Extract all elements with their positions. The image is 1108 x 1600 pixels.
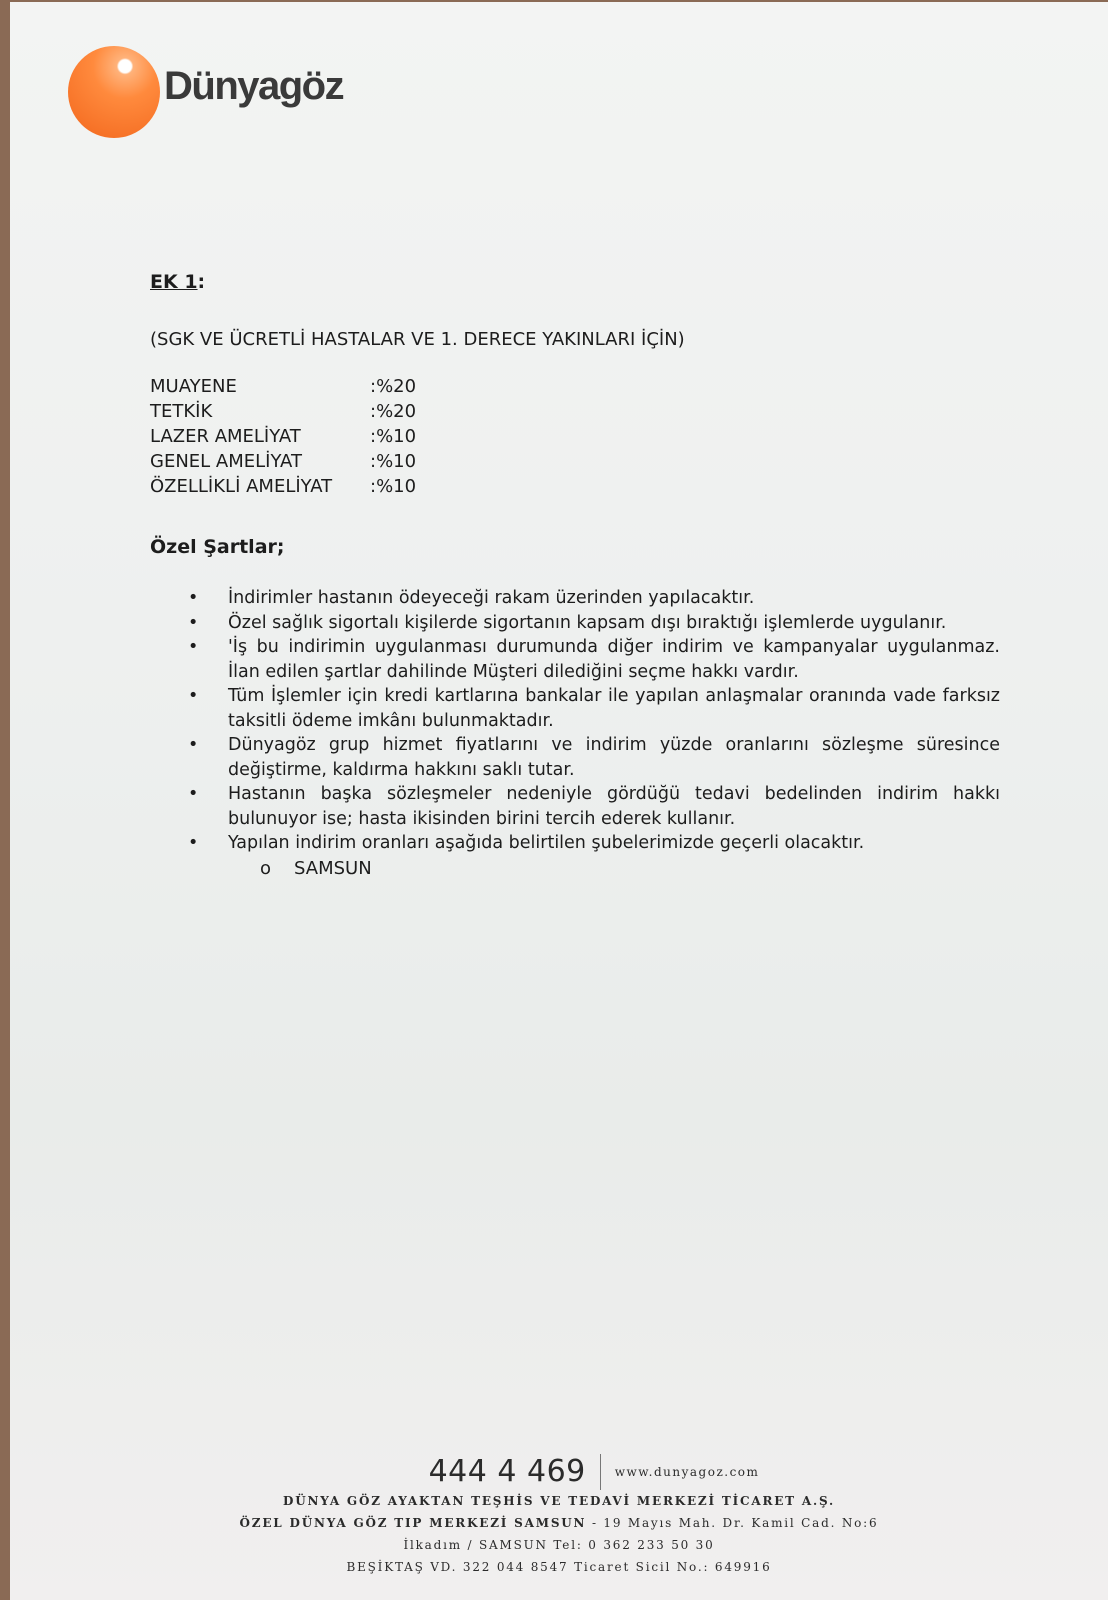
annex-title-suffix: : [197,271,206,293]
rate-value: :%10 [370,451,417,472]
condition-text: Yapılan indirim oranları aşağıda belirtilen şubelerimizde geçerli olacaktır. [228,833,865,853]
website: www.dunyagoz.com [614,1465,760,1479]
phone-number: 444 4 469 [429,1454,601,1490]
document-page [10,2,1108,1600]
rate-name: GENEL AMELİYAT [150,451,302,472]
rate-value: :%10 [370,426,417,447]
condition-text: İndirimler hastanın ödeyeceği rakam üzerinden yapılacaktır. [228,588,755,608]
circle-bullet-icon: o [260,857,272,879]
branch-address-line [10,1512,1108,1534]
tax-registry: BEŞİKTAŞ VD. 322 044 8547 Ticaret Sicil No.: 649916 [346,1560,772,1574]
bullet-icon: • [188,612,199,633]
condition-text: Özel sağlık sigortalı kişilerde sigortanın kapsam dışı bıraktığı işlemlerde uygulanır. [228,612,947,633]
logo-text: Dünyagöz [164,64,344,108]
condition-text: Dünyagöz grup hizmet fiyatlarını ve indirim yüzde oranlarını sözleşme süresince değiştirme, kaldırma hakkını saklı tutar. [228,735,1000,780]
bullet-icon: • [188,686,199,706]
scope-line: (SGK VE ÜCRETLİ HASTALAR VE 1. DERECE YAKINLARI İÇİN) [150,329,685,350]
bullet-icon: • [188,637,199,657]
rate-name: TETKİK [150,401,213,422]
rate-value: :%20 [370,401,417,422]
company-name: DÜNYA GÖZ AYAKTAN TEŞHİS VE TEDAVİ MERKEZİ TİCARET A.Ş. [282,1494,835,1508]
rate-row [150,424,416,449]
list-item [150,733,1000,782]
address-line-1: - 19 Mayıs Mah. Dr. Kamil Cad. No:6 [586,1516,879,1530]
annex-title [150,270,1000,295]
rate-name: MUAYENE [150,376,237,397]
rate-row [150,399,416,424]
branch-name: SAMSUN [294,857,372,879]
bullet-icon: • [188,784,199,804]
special-conditions-list [150,586,1000,856]
rate-value: :%10 [370,476,417,497]
annex-title-text: EK 1 [150,271,198,293]
rate-name: ÖZELLİKLİ AMELİYAT [150,476,333,497]
list-item [150,586,1000,611]
list-item [150,782,1000,831]
discount-rates-table [150,374,416,499]
orange-ball-icon [68,46,160,138]
special-conditions-title: Özel Şartlar; [150,536,285,558]
condition-text: 'İş bu indirimin uygulanması durumunda diğer indirim ve kampanyalar uygulanmaz. İlan edilen şartlar dahilinde Müşteri dilediğini seçme hakkı vardır. [228,637,1000,682]
rate-row [150,374,416,399]
rate-row [150,449,416,474]
rate-value: :%20 [370,376,417,397]
address-line-2: İlkadım / SAMSUN Tel: 0 362 233 50 30 [403,1538,715,1552]
letterhead-footer [10,1454,1108,1578]
bullet-icon: • [188,833,199,853]
bullet-icon: • [188,735,199,755]
list-item [150,611,1000,636]
list-item [150,684,1000,733]
condition-text: Hastanın başka sözleşmeler nedeniyle gördüğü tedavi bedelinden indirim hakkı bulunuyor ise; hasta ikisinden birini tercih ederek kullanır. [228,784,1000,829]
document-body [150,270,1000,882]
condition-text: Tüm İşlemler için kredi kartlarına bankalar ile yapılan anlaşmalar oranında vade farksız taksitli ödeme imkânı bulunmaktadır. [228,686,1000,731]
list-item [150,831,1000,856]
bullet-icon: • [188,588,199,608]
branch-title: ÖZEL DÜNYA GÖZ TIP MERKEZİ SAMSUN [239,1516,587,1530]
branch-item [150,856,1000,882]
rate-name: LAZER AMELİYAT [150,426,301,447]
rate-row [150,474,416,499]
list-item [150,635,1000,684]
contact-row [80,1454,1108,1490]
